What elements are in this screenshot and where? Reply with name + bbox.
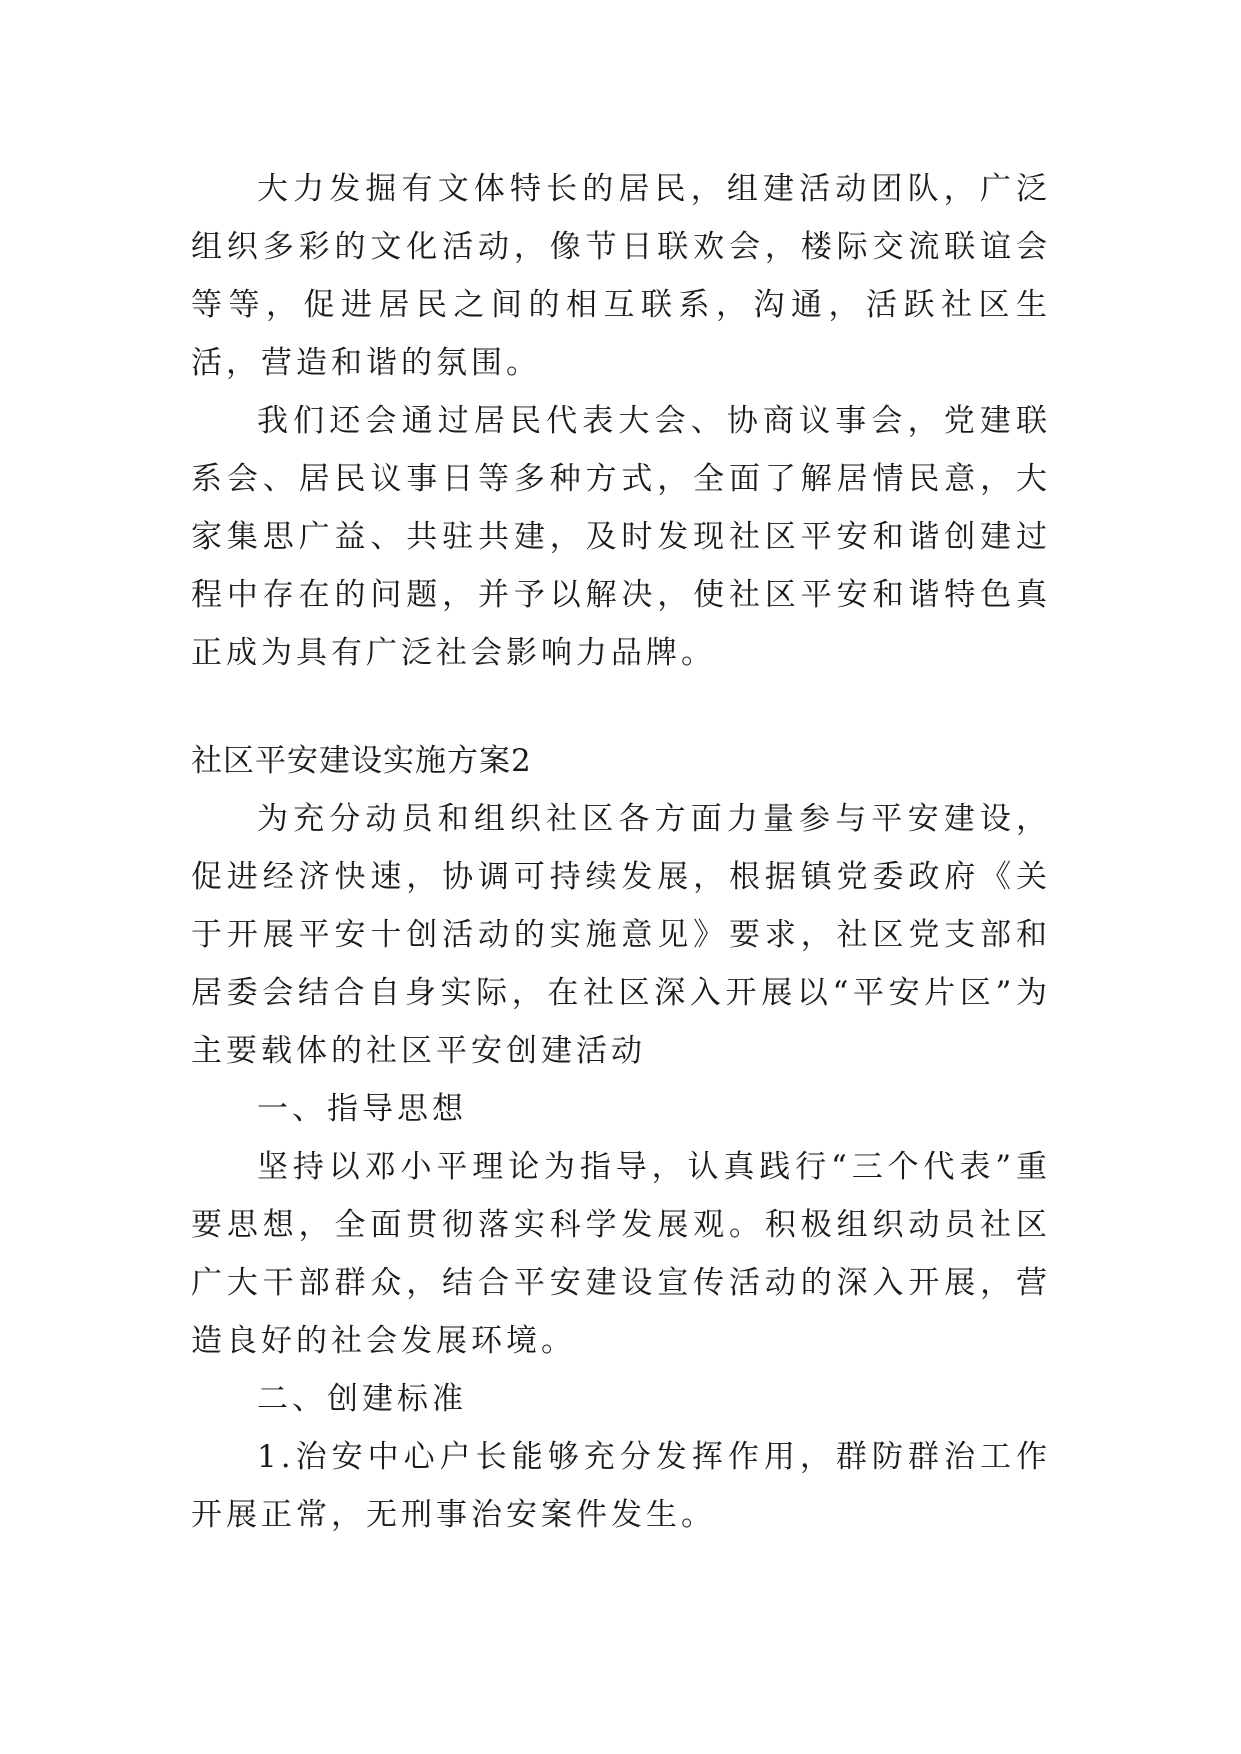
heading-creation-standards: 二、创建标准 bbox=[257, 1381, 467, 1417]
section-title: 社区平安建设实施方案2 bbox=[191, 743, 532, 779]
paragraph-intro: 为充分动员和组织社区各方面力量参与平安建设，促进经济快速，协调可持续发展，根据镇党委政府《关于开展平安十创活动的实施意见》要求，社区党支部和居委会结合自身实际，在社区深入开展以“平安片区”为主要载体的社区平安创建活动 bbox=[191, 801, 1051, 1069]
heading-guiding-ideology: 一、指导思想 bbox=[257, 1091, 467, 1127]
paragraph-resident-meetings: 我们还会通过居民代表大会、协商议事会，党建联系会、居民议事日等多种方式，全面了解居情民意，大家集思广益、共驻共建，及时发现社区平安和谐创建过程中存在的问题，并予以解决，使社区平安和谐特色真正成为具有广泛社会影响力品牌。 bbox=[191, 403, 1051, 671]
paragraph-cultural-activities: 大力发掘有文体特长的居民，组建活动团队，广泛组织多彩的文化活动，像节日联欢会，楼际交流联谊会等等，促进居民之间的相互联系，沟通，活跃社区生活，营造和谐的氛围。 bbox=[191, 171, 1051, 381]
paragraph-guiding-ideology: 坚持以邓小平理论为指导，认真践行“三个代表”重要思想，全面贯彻落实科学发展观。积极组织动员社区广大干部群众，结合平安建设宣传活动的深入开展，营造良好的社会发展环境。 bbox=[191, 1149, 1051, 1359]
paragraph-standard-1: 1.治安中心户长能够充分发挥作用，群防群治工作开展正常，无刑事治安案件发生。 bbox=[191, 1439, 1051, 1533]
document-body bbox=[191, 160, 1051, 1544]
section-spacer bbox=[191, 682, 1051, 732]
